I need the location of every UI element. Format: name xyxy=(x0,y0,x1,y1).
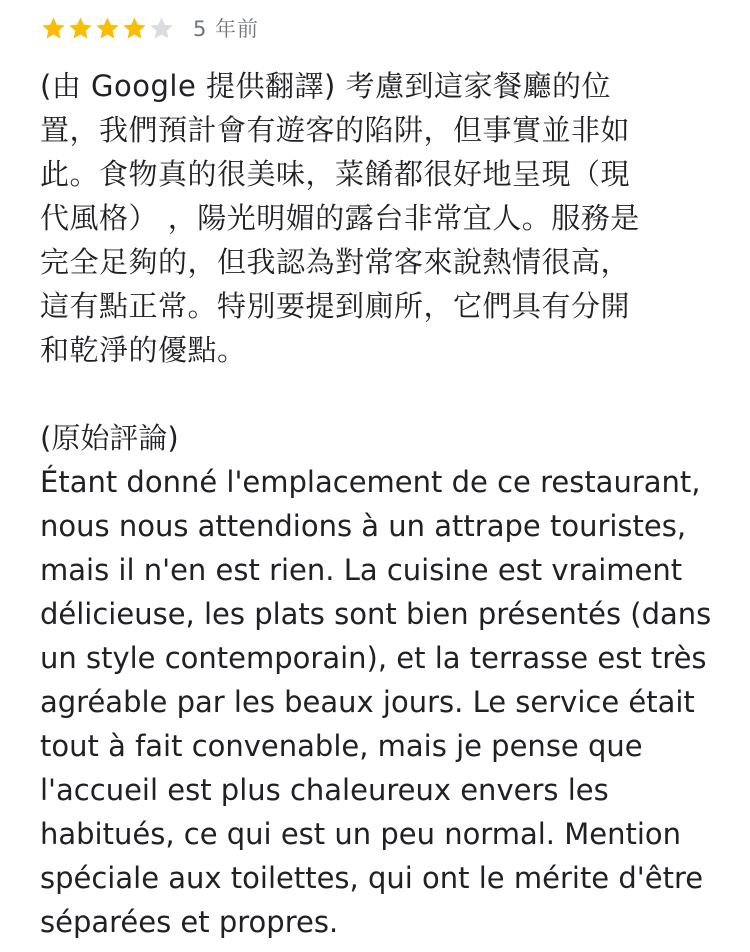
text-line: 置，我們預計會有遊客的陷阱，但事實並非如 xyxy=(40,113,631,147)
text-line: l'accueil est plus chaleureux envers les xyxy=(40,773,609,807)
text-line: habitués, ce qui est un peu normal. Mention xyxy=(40,817,682,851)
star-icon xyxy=(121,15,148,42)
star-icon xyxy=(94,15,121,42)
review-time: 5 年前 xyxy=(193,17,260,41)
original-review-text xyxy=(40,416,710,944)
star-rating xyxy=(40,15,175,42)
paragraph-gap xyxy=(40,372,710,416)
text-line: spéciale aux toilettes, qui ont le mérite d'être xyxy=(40,861,704,895)
star-icon xyxy=(148,15,175,42)
star-icon xyxy=(40,15,67,42)
text-line: nous nous attendions à un attrape touristes, xyxy=(40,509,687,543)
text-line: (由 Google 提供翻譯) 考慮到這家餐廳的位 xyxy=(40,69,612,103)
text-line: un style contemporain), et la terrasse est très xyxy=(40,641,707,675)
text-line: 和乾淨的優點。 xyxy=(40,333,247,367)
text-line: Étant donné l'emplacement de ce restaurant, xyxy=(40,465,701,499)
text-line: séparées et propres. xyxy=(40,905,339,939)
translated-review-text xyxy=(40,64,710,372)
text-line: 此。食物真的很美味，菜餚都很好地呈現（現 xyxy=(40,157,631,191)
text-line: tout à fait convenable, mais je pense que xyxy=(40,729,643,763)
rating-row xyxy=(40,8,710,48)
text-line: 完全足夠的，但我認為對常客來說熱情很高， xyxy=(40,245,631,279)
original-review-label: (原始評論) xyxy=(40,421,179,455)
text-line: délicieuse, les plats sont bien présentés (dans xyxy=(40,597,712,631)
text-line: 代風格） ，陽光明媚的露台非常宜人。服務是 xyxy=(40,201,640,235)
text-line: 這有點正常。特別要提到廁所，它們具有分開 xyxy=(40,289,631,323)
text-line: mais il n'en est rien. La cuisine est vraiment xyxy=(40,553,683,587)
star-icon xyxy=(67,15,94,42)
text-line: agréable par les beaux jours. Le service était xyxy=(40,685,695,719)
